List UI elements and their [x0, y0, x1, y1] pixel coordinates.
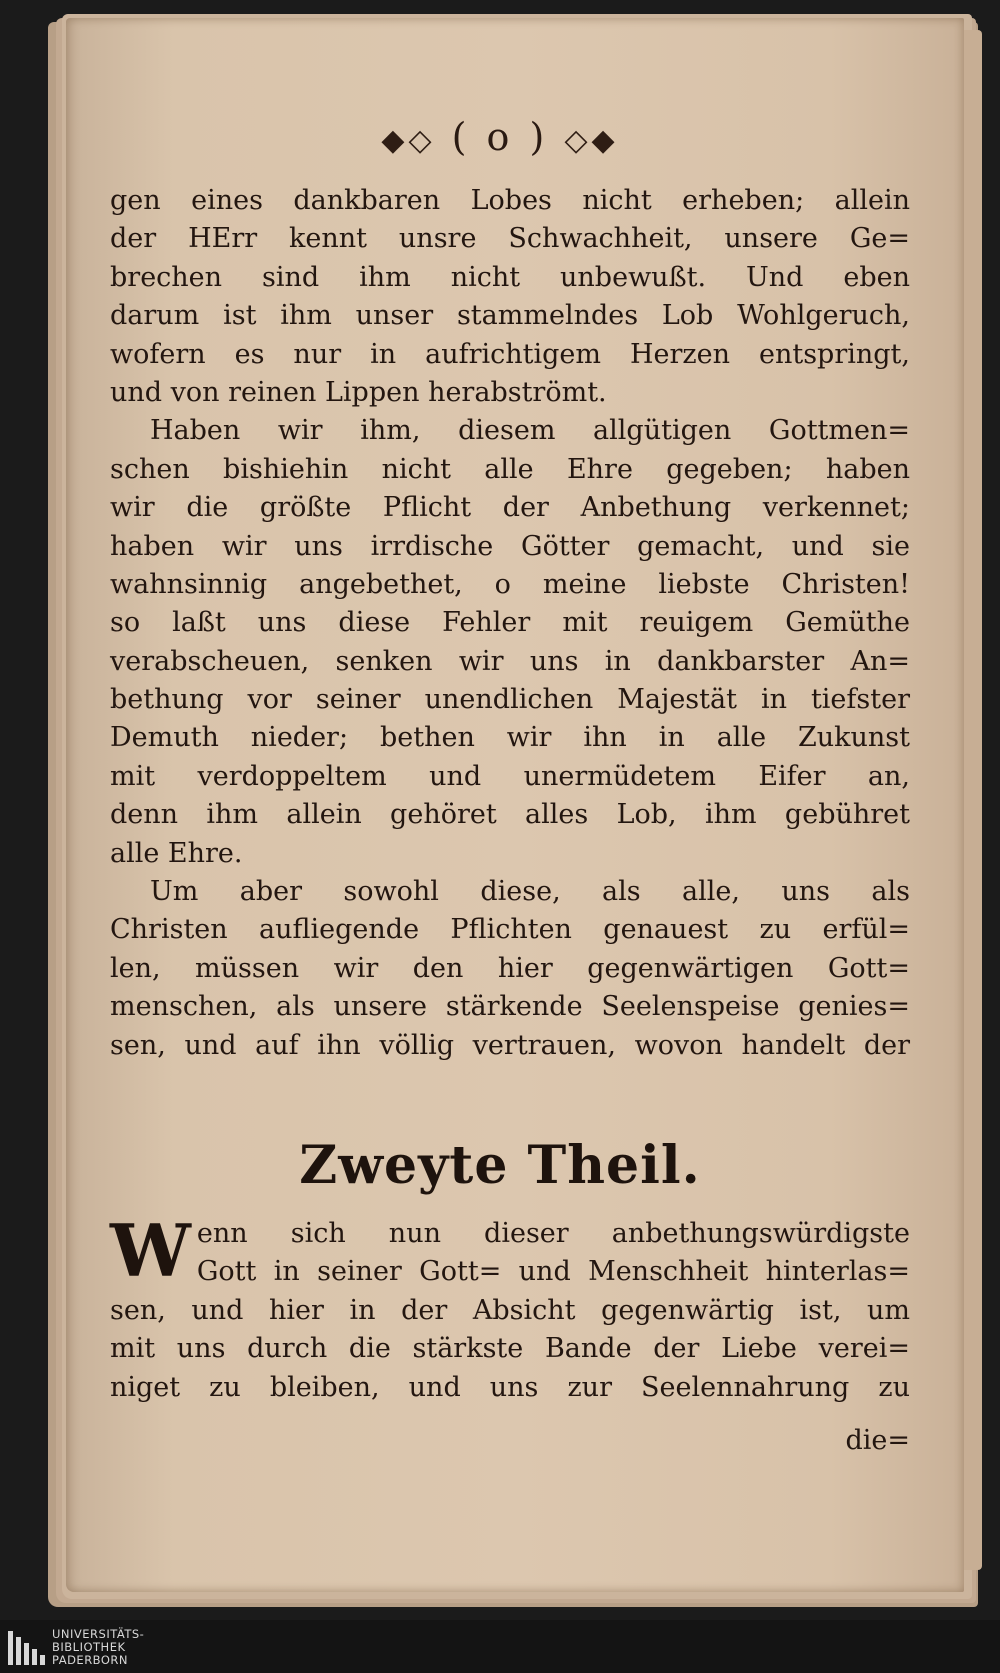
text-line: verabscheuen, senken wir uns in dankbarster An= [110, 645, 910, 677]
text-line: sen, und auf ihn völlig vertrauen, wovon handelt der [110, 1029, 910, 1061]
catchword: die= [845, 1425, 910, 1456]
text-line: Um aber sowohl diese, als alle, uns als [150, 876, 910, 908]
library-logo-text [52, 1628, 144, 1667]
text-line: Christen aufliegende Pflichten genauest zu erfül= [110, 914, 910, 946]
text-line: niget zu bleiben, und uns zur Seelennahrung zu [110, 1371, 910, 1403]
text-line: schen bishiehin nicht alle Ehre gegeben; haben [110, 453, 910, 485]
text-line: Haben wir ihm, diesem allgütigen Gottmen= [150, 415, 910, 447]
text-line: brechen sind ihm nicht unbewußt. Und eben [110, 261, 910, 293]
page-number: ( o ) [451, 115, 549, 159]
library-line-2: BIBLIOTHEK [52, 1640, 126, 1654]
text-line: Gott in seiner Gott= und Menschheit hinterlas= [196, 1256, 910, 1288]
text-line: Demuth nieder; bethen wir ihn in alle Zukunst [110, 722, 910, 754]
text-line: wahnsinnig angebethet, o meine liebste Christen! [110, 568, 910, 600]
text-line: wir die größte Pflicht der Anbethung verkennet; [110, 492, 910, 524]
text-line: gen eines dankbaren Lobes nicht erheben; allein [110, 185, 910, 216]
text-line: so laßt uns diese Fehler mit reuigem Gemüthe [110, 607, 910, 639]
text-line: haben wir uns irrdische Götter gemacht, und sie [110, 530, 910, 562]
text-line: darum ist ihm unser stammelndes Lob Wohlgeruch, [110, 300, 910, 332]
text-block-part-2 [110, 1208, 910, 1407]
library-line-3: PADERBORN [52, 1653, 129, 1667]
text-line: denn ihm allein gehöret alles Lob, ihm gebühret [110, 799, 910, 831]
library-line-1: UNIVERSITÄTS- [52, 1627, 145, 1641]
ornament-left-icon: ◆◇ [381, 123, 436, 158]
text-line: sen, und hier in der Absicht gegenwärtig ist, um [110, 1294, 910, 1326]
footer-bar [0, 1620, 1000, 1673]
text-line: len, müssen wir den hier gegenwärtigen Gott= [110, 952, 910, 984]
library-bars-icon [8, 1631, 48, 1665]
text-line: und von reinen Lippen herabströmt. [110, 376, 607, 408]
text-line: menschen, als unsere stärkende Seelenspeise genies= [110, 991, 910, 1023]
text-block-part-1 [110, 182, 910, 1065]
text-line: wofern es nur in aufrichtigem Herzen entspringt, [110, 338, 910, 370]
text-line: bethung vor seiner unendlichen Majestät in tiefster [110, 684, 910, 716]
text-line: der HErr kennt unsre Schwachheit, unsere Ge= [110, 223, 910, 255]
page-header [0, 115, 1000, 159]
ornament-right-icon: ◇◆ [564, 123, 619, 158]
text-line: mit uns durch die stärkste Bande der Liebe verei= [110, 1333, 910, 1365]
section-title: Zweyte Theil. [299, 1135, 701, 1196]
text-line: mit verdoppeltem und unermüdetem Eifer an, [110, 760, 910, 792]
drop-cap: W [110, 1208, 191, 1293]
facing-page-edge [964, 30, 982, 1570]
text-line: enn sich nun dieser anbethungswürdigste [196, 1218, 910, 1249]
text-line: alle Ehre. [110, 837, 243, 869]
